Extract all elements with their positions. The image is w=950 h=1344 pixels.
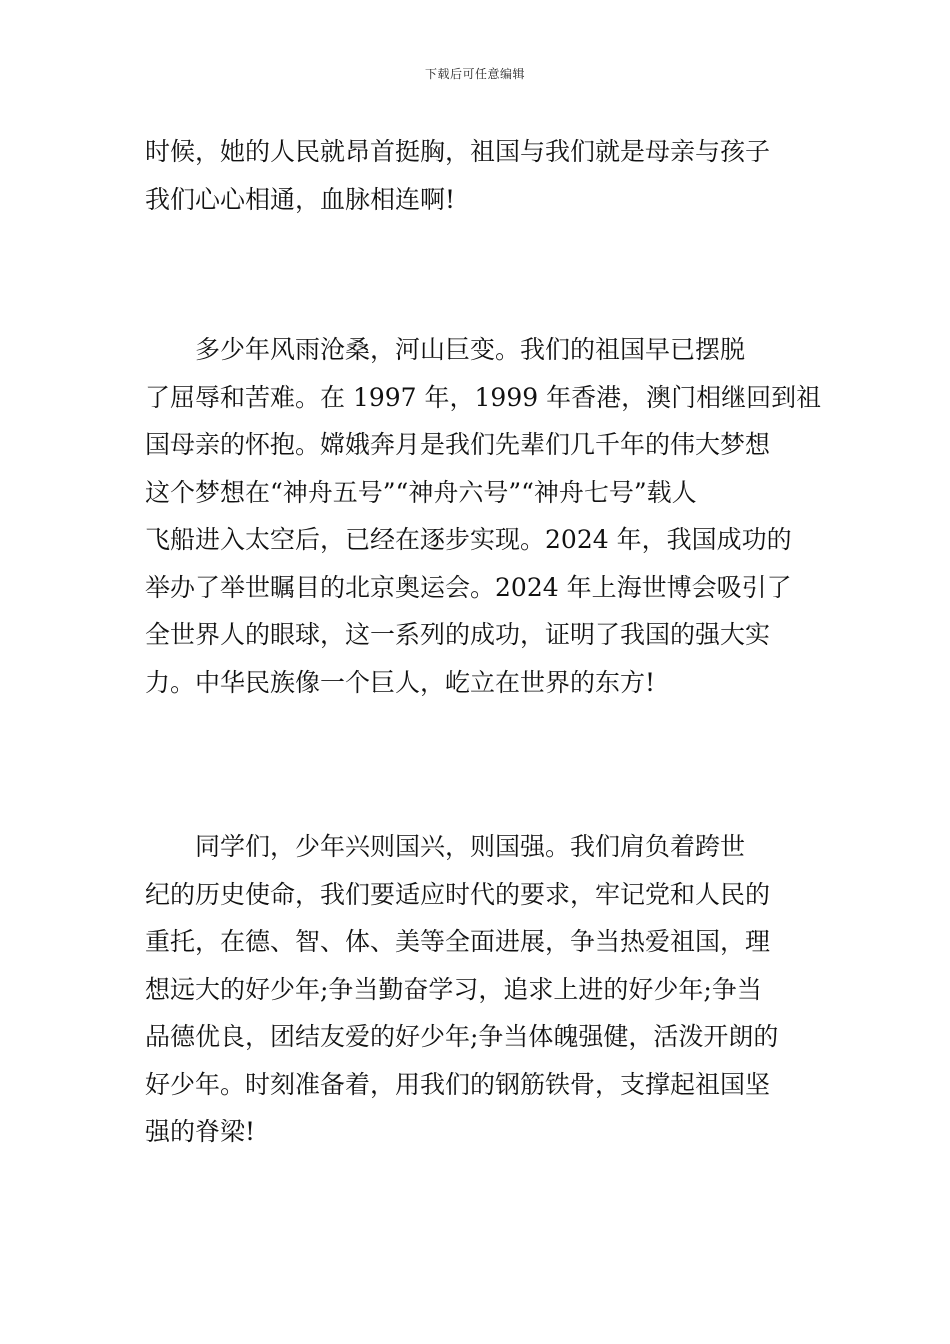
text-line: 想远大的好少年;争当勤奋学习，追求上进的好少年;争当	[145, 974, 762, 1004]
text-line: 力。中华民族像一个巨人，屹立在世界的东方!	[145, 667, 656, 697]
text-line: 重托，在德、智、体、美等全面进展，争当热爱祖国，理	[145, 927, 771, 956]
paragraph-2	[145, 326, 822, 706]
paragraph-3	[145, 823, 811, 1156]
text-line: 这个梦想在“神舟五号”“神舟六号”“神舟七号”载人	[145, 477, 697, 507]
text-line: 飞船进入太空后，已经在逐步实现。2024 年，我国成功的	[145, 525, 792, 554]
text-line: 我们心心相通，血脉相连啊!	[145, 184, 456, 214]
text-line: 时候，她的人民就昂首挺胸，祖国与我们就是母亲与孩子	[145, 137, 771, 166]
text-line: 了屈辱和苦难。在 1997 年，1999 年香港，澳门相继回到祖	[145, 382, 822, 412]
text-line: 品德优良，团结友爱的好少年;争当体魄强健，活泼开朗的	[145, 1022, 779, 1051]
text-line: 举办了举世瞩目的北京奥运会。2024 年上海世博会吸引了	[145, 572, 792, 602]
text-line: 同学们，少年兴则国兴，则国强。我们肩负着跨世	[145, 832, 746, 861]
text-line: 好少年。时刻准备着，用我们的钢筋铁骨，支撑起祖国坚	[145, 1069, 771, 1099]
paragraph-1	[145, 128, 811, 223]
text-line: 多少年风雨沧桑，河山巨变。我们的祖国早已摆脱	[145, 335, 746, 364]
text-line: 国母亲的怀抱。嫦娥奔月是我们先辈们几千年的伟大梦想	[145, 430, 771, 459]
text-line: 全世界人的眼球，这一系列的成功，证明了我国的强大实	[145, 620, 771, 649]
text-line: 强的脊梁!	[145, 1117, 256, 1146]
page-header: 下载后可任意编辑	[424, 67, 525, 81]
text-line: 纪的历史使命，我们要适应时代的要求，牢记党和人民的	[145, 879, 771, 909]
